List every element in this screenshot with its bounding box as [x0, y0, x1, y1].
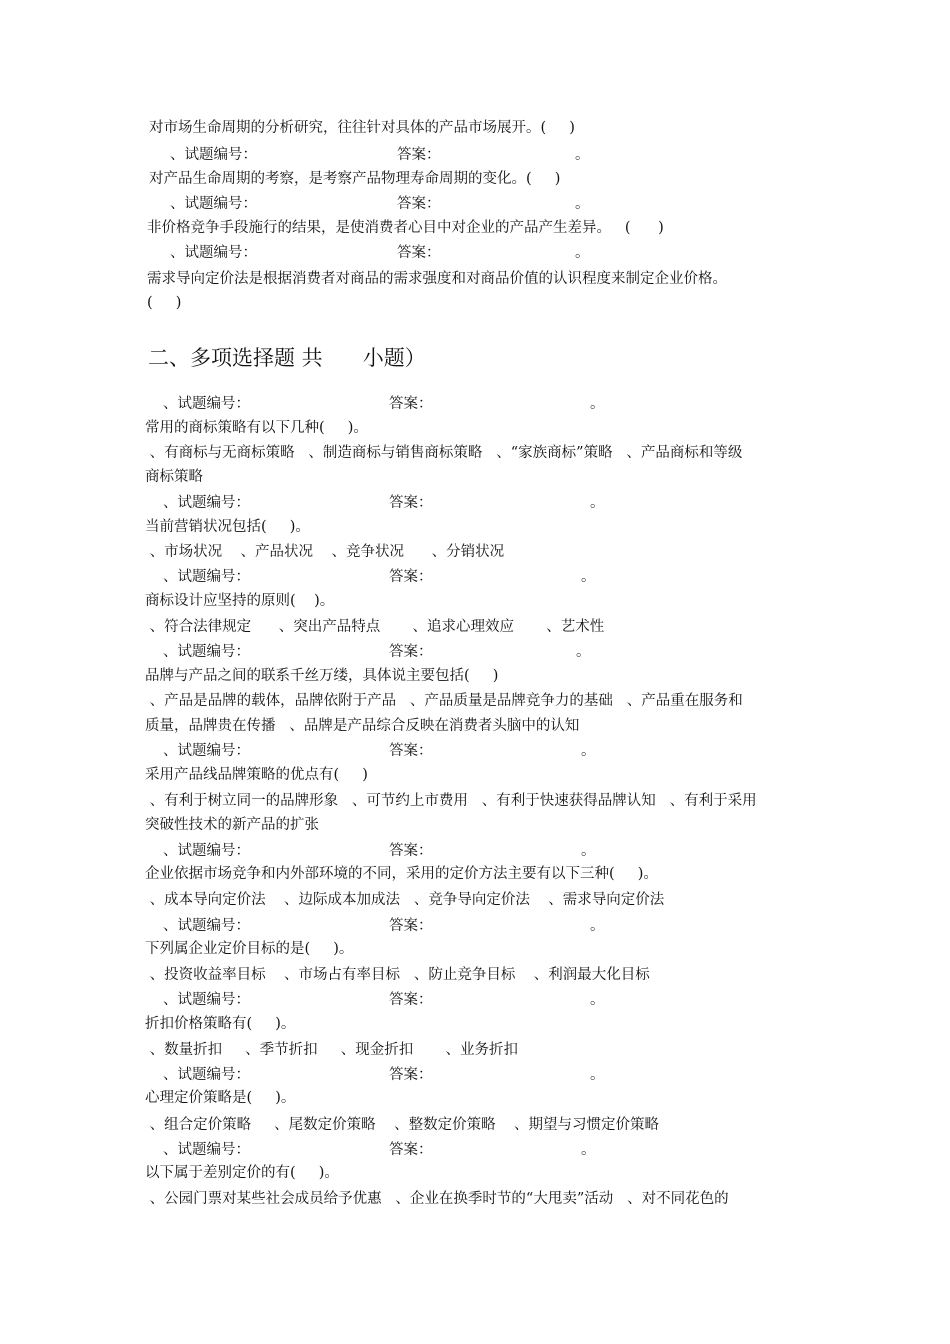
mc-3-option-line-1: 、符合法律规定 、突出产品特点 、追求心理效应 、艺术性: [145, 619, 605, 635]
mc-8-question: 折扣价格策略有( )。: [145, 1016, 296, 1032]
mc-9-answer: 答案：: [389, 1067, 433, 1083]
mc-1-answer: 答案：: [389, 396, 433, 412]
mc-3-answer: 答案：: [389, 569, 433, 585]
mc-2-number: 、试题编号：: [163, 495, 250, 511]
section-heading: 二、多项选择题 共 小题）: [148, 346, 426, 370]
tf-meta-1-answer: 答案：: [397, 147, 441, 163]
mc-7-option-line-1: 、投资收益率目标 、市场占有率目标 、防止竞争目标 、利润最大化目标: [145, 967, 650, 983]
tf-statement-2: 对产品生命周期的考察，是考察产品物理寿命周期的变化。( ): [149, 171, 561, 187]
tf-meta-2-end: 。: [575, 196, 590, 212]
mc-4-option-line-2: 质量，品牌贵在传播 、品牌是产品综合反映在消费者头脑中的认知: [145, 718, 580, 734]
mc-5-answer: 答案：: [389, 743, 433, 759]
mc-2-option-line-1: 、市场状况 、产品状况 、竞争状况 、分销状况: [145, 544, 505, 560]
mc-5-end: 。: [581, 743, 596, 759]
tf-meta-2-number: 、试题编号：: [170, 196, 257, 212]
tf-statement-1: 对市场生命周期的分析研究，往往针对具体的产品市场展开。( ): [149, 120, 575, 136]
mc-1-number: 、试题编号：: [163, 396, 250, 412]
tf-meta-1-number: 、试题编号：: [170, 147, 257, 163]
mc-3-end: 。: [581, 569, 596, 585]
mc-9-question: 心理定价策略是( )。: [145, 1090, 296, 1106]
mc-1-option-line-2: 商标策略: [145, 469, 203, 485]
tf-statement-3: 非价格竞争手段施行的结果，是使消费者心目中对企业的产品产生差异。 ( ): [147, 220, 664, 236]
tf-meta-2-answer: 答案：: [397, 196, 441, 212]
mc-7-number: 、试题编号：: [163, 918, 250, 934]
tf-meta-3-answer: 答案：: [397, 245, 441, 261]
mc-7-question: 下列属企业定价目标的是( )。: [145, 941, 354, 957]
mc-2-end: 。: [590, 495, 605, 511]
mc-10-end: 。: [581, 1142, 596, 1158]
mc-5-number: 、试题编号：: [163, 743, 250, 759]
tf-meta-3-end: 。: [575, 245, 590, 261]
tf-meta-3-number: 、试题编号：: [170, 245, 257, 261]
mc-6-number: 、试题编号：: [163, 843, 250, 859]
mc-4-answer: 答案：: [389, 644, 433, 660]
mc-9-end: 。: [590, 1067, 605, 1083]
mc-7-end: 。: [590, 918, 605, 934]
mc-10-answer: 答案：: [389, 1142, 433, 1158]
mc-4-end: 。: [576, 644, 591, 660]
mc-5-question: 采用产品线品牌策略的优点有( ): [145, 767, 368, 783]
mc-5-option-line-2: 突破性技术的新产品的扩张: [145, 817, 319, 833]
mc-4-question: 品牌与产品之间的联系千丝万缕，具体说主要包括( ): [145, 668, 499, 684]
tf-statement-4: 需求导向定价法是根据消费者对商品的需求强度和对商品价值的认识程度来制定企业价格。: [147, 271, 727, 287]
mc-8-number: 、试题编号：: [163, 992, 250, 1008]
mc-6-end: 。: [581, 843, 596, 859]
mc-8-option-line-1: 、数量折扣 、季节折扣 、现金折扣 、业务折扣: [145, 1042, 518, 1058]
mc-3-question: 商标设计应坚持的原则( )。: [145, 593, 335, 609]
mc-2-answer: 答案：: [389, 495, 433, 511]
mc-1-option-line-1: 、有商标与无商标策略 、制造商标与销售商标策略 、“家族商标”策略 、产品商标和等级: [145, 445, 743, 461]
mc-6-option-line-1: 、成本导向定价法 、边际成本加成法 、竞争导向定价法 、需求导向定价法: [145, 892, 665, 908]
tf-statement-4-cont: ( ): [147, 295, 182, 311]
mc-9-option-line-1: 、组合定价策略 、尾数定价策略 、整数定价策略 、期望与习惯定价策略: [145, 1117, 660, 1133]
mc-1-end: 。: [590, 396, 605, 412]
mc-6-question: 企业依据市场竞争和内外部环境的不同，采用的定价方法主要有以下三种( )。: [145, 866, 658, 882]
mc-4-number: 、试题编号：: [163, 644, 250, 660]
mc-6-answer: 答案：: [389, 843, 433, 859]
mc-8-end: 。: [590, 992, 605, 1008]
mc-10-question: 以下属于差别定价的有( )。: [145, 1165, 339, 1181]
mc-3-number: 、试题编号：: [163, 569, 250, 585]
mc-8-answer: 答案：: [389, 992, 433, 1008]
mc-2-question: 当前营销状况包括( )。: [145, 519, 310, 535]
mc-1-question: 常用的商标策略有以下几种( )。: [145, 420, 368, 436]
mc-10-option-line-1: 、公园门票对某些社会成员给予优惠 、企业在换季时节的“大甩卖”活动 、对不同花色的: [145, 1191, 729, 1207]
mc-10-number: 、试题编号：: [163, 1142, 250, 1158]
mc-9-number: 、试题编号：: [163, 1067, 250, 1083]
mc-4-option-line-1: 、产品是品牌的载体，品牌依附于产品 、产品质量是品牌竞争力的基础 、产品重在服务和: [145, 693, 743, 709]
mc-7-answer: 答案：: [389, 918, 433, 934]
tf-meta-1-end: 。: [575, 147, 590, 163]
mc-5-option-line-1: 、有利于树立同一的品牌形象 、可节约上市费用 、有利于快速获得品牌认知 、有利于采用: [145, 793, 757, 809]
